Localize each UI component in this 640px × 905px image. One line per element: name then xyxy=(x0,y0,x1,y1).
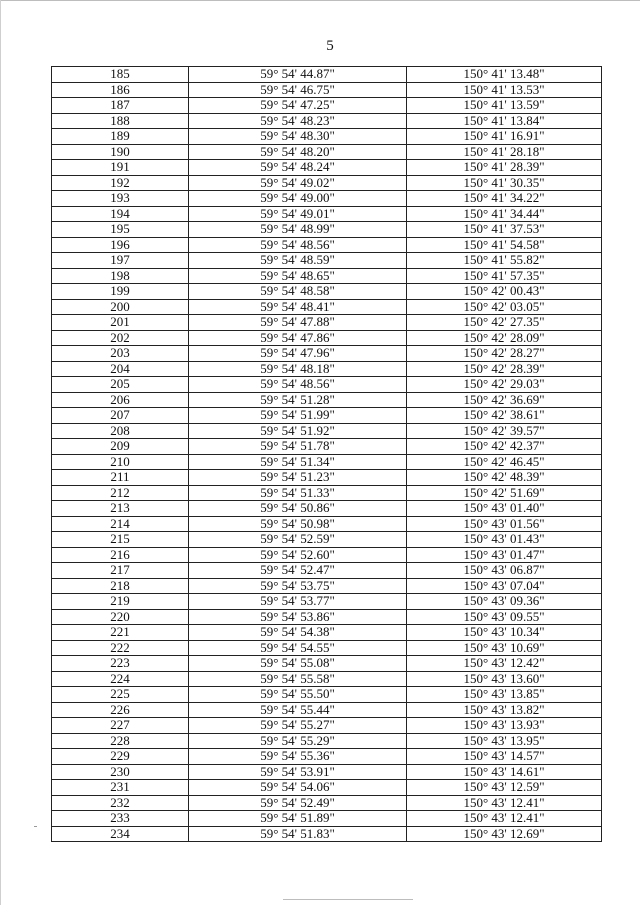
point-number-cell: 220 xyxy=(52,609,189,625)
table-row xyxy=(52,392,602,408)
table-row xyxy=(52,485,602,501)
point-number-cell: 199 xyxy=(52,284,189,300)
table-row xyxy=(52,377,602,393)
point-number-cell: 207 xyxy=(52,408,189,424)
latitude-cell: 59° 54' 54.38" xyxy=(189,625,407,641)
table-row xyxy=(52,640,602,656)
longitude-cell: 150° 42' 39.57" xyxy=(407,423,602,439)
latitude-cell: 59° 54' 44.87" xyxy=(189,67,407,83)
point-number-cell: 214 xyxy=(52,516,189,532)
longitude-cell: 150° 43' 13.93" xyxy=(407,718,602,734)
longitude-cell: 150° 41' 13.53" xyxy=(407,82,602,98)
table-row xyxy=(52,625,602,641)
table-row xyxy=(52,98,602,114)
latitude-cell: 59° 54' 52.60" xyxy=(189,547,407,563)
table-row xyxy=(52,439,602,455)
longitude-cell: 150° 43' 01.56" xyxy=(407,516,602,532)
point-number-cell: 194 xyxy=(52,206,189,222)
longitude-cell: 150° 42' 36.69" xyxy=(407,392,602,408)
longitude-cell: 150° 43' 14.61" xyxy=(407,764,602,780)
point-number-cell: 215 xyxy=(52,532,189,548)
table-row xyxy=(52,609,602,625)
latitude-cell: 59° 54' 47.88" xyxy=(189,315,407,331)
longitude-cell: 150° 43' 01.43" xyxy=(407,532,602,548)
longitude-cell: 150° 41' 13.48" xyxy=(407,67,602,83)
table-row xyxy=(52,144,602,160)
latitude-cell: 59° 54' 52.49" xyxy=(189,795,407,811)
table-row xyxy=(52,811,602,827)
point-number-cell: 231 xyxy=(52,780,189,796)
longitude-cell: 150° 42' 48.39" xyxy=(407,470,602,486)
point-number-cell: 226 xyxy=(52,702,189,718)
table-row xyxy=(52,532,602,548)
longitude-cell: 150° 43' 09.55" xyxy=(407,609,602,625)
table-row xyxy=(52,361,602,377)
point-number-cell: 188 xyxy=(52,113,189,129)
table-row xyxy=(52,206,602,222)
longitude-cell: 150° 43' 12.59" xyxy=(407,780,602,796)
latitude-cell: 59° 54' 47.86" xyxy=(189,330,407,346)
longitude-cell: 150° 43' 13.95" xyxy=(407,733,602,749)
longitude-cell: 150° 41' 54.58" xyxy=(407,237,602,253)
latitude-cell: 59° 54' 47.96" xyxy=(189,346,407,362)
latitude-cell: 59° 54' 54.55" xyxy=(189,640,407,656)
table-row xyxy=(52,687,602,703)
latitude-cell: 59° 54' 48.65" xyxy=(189,268,407,284)
latitude-cell: 59° 54' 51.78" xyxy=(189,439,407,455)
table-row xyxy=(52,563,602,579)
table-row xyxy=(52,780,602,796)
longitude-cell: 150° 43' 10.34" xyxy=(407,625,602,641)
point-number-cell: 185 xyxy=(52,67,189,83)
latitude-cell: 59° 54' 52.47" xyxy=(189,563,407,579)
point-number-cell: 202 xyxy=(52,330,189,346)
point-number-cell: 195 xyxy=(52,222,189,238)
point-number-cell: 193 xyxy=(52,191,189,207)
table-row xyxy=(52,718,602,734)
latitude-cell: 59° 54' 51.92" xyxy=(189,423,407,439)
longitude-cell: 150° 43' 06.87" xyxy=(407,563,602,579)
table-row xyxy=(52,67,602,83)
table-row xyxy=(52,284,602,300)
longitude-cell: 150° 43' 10.69" xyxy=(407,640,602,656)
longitude-cell: 150° 43' 12.41" xyxy=(407,795,602,811)
table-row xyxy=(52,253,602,269)
longitude-cell: 150° 43' 12.69" xyxy=(407,826,602,842)
longitude-cell: 150° 41' 30.35" xyxy=(407,175,602,191)
point-number-cell: 232 xyxy=(52,795,189,811)
latitude-cell: 59° 54' 49.00" xyxy=(189,191,407,207)
page-left-edge xyxy=(0,0,1,905)
table-row xyxy=(52,733,602,749)
longitude-cell: 150° 43' 12.41" xyxy=(407,811,602,827)
latitude-cell: 59° 54' 48.23" xyxy=(189,113,407,129)
point-number-cell: 228 xyxy=(52,733,189,749)
point-number-cell: 210 xyxy=(52,454,189,470)
longitude-cell: 150° 41' 28.18" xyxy=(407,144,602,160)
table-row xyxy=(52,454,602,470)
point-number-cell: 221 xyxy=(52,625,189,641)
latitude-cell: 59° 54' 48.56" xyxy=(189,377,407,393)
table-row xyxy=(52,578,602,594)
longitude-cell: 150° 42' 42.37" xyxy=(407,439,602,455)
table-row xyxy=(52,408,602,424)
latitude-cell: 59° 54' 48.58" xyxy=(189,284,407,300)
longitude-cell: 150° 42' 28.39" xyxy=(407,361,602,377)
table-row xyxy=(52,175,602,191)
table-row xyxy=(52,516,602,532)
point-number-cell: 229 xyxy=(52,749,189,765)
point-number-cell: 201 xyxy=(52,315,189,331)
point-number-cell: 191 xyxy=(52,160,189,176)
latitude-cell: 59° 54' 51.33" xyxy=(189,485,407,501)
point-number-cell: 212 xyxy=(52,485,189,501)
longitude-cell: 150° 42' 46.45" xyxy=(407,454,602,470)
point-number-cell: 216 xyxy=(52,547,189,563)
longitude-cell: 150° 42' 28.27" xyxy=(407,346,602,362)
point-number-cell: 224 xyxy=(52,671,189,687)
coordinates-table-body xyxy=(52,67,602,842)
point-number-cell: 222 xyxy=(52,640,189,656)
latitude-cell: 59° 54' 49.01" xyxy=(189,206,407,222)
point-number-cell: 187 xyxy=(52,98,189,114)
latitude-cell: 59° 54' 48.20" xyxy=(189,144,407,160)
latitude-cell: 59° 54' 48.41" xyxy=(189,299,407,315)
point-number-cell: 205 xyxy=(52,377,189,393)
table-row xyxy=(52,764,602,780)
point-number-cell: 197 xyxy=(52,253,189,269)
longitude-cell: 150° 41' 16.91" xyxy=(407,129,602,145)
table-row xyxy=(52,547,602,563)
longitude-cell: 150° 43' 01.40" xyxy=(407,501,602,517)
latitude-cell: 59° 54' 53.77" xyxy=(189,594,407,610)
table-row xyxy=(52,671,602,687)
longitude-cell: 150° 43' 13.85" xyxy=(407,687,602,703)
latitude-cell: 59° 54' 51.23" xyxy=(189,470,407,486)
point-number-cell: 190 xyxy=(52,144,189,160)
scan-mark xyxy=(34,826,37,827)
point-number-cell: 230 xyxy=(52,764,189,780)
latitude-cell: 59° 54' 55.36" xyxy=(189,749,407,765)
point-number-cell: 233 xyxy=(52,811,189,827)
page-bottom-line xyxy=(283,899,413,900)
table-row xyxy=(52,346,602,362)
longitude-cell: 150° 41' 13.84" xyxy=(407,113,602,129)
longitude-cell: 150° 43' 14.57" xyxy=(407,749,602,765)
longitude-cell: 150° 43' 12.42" xyxy=(407,656,602,672)
table-row xyxy=(52,113,602,129)
latitude-cell: 59° 54' 50.86" xyxy=(189,501,407,517)
latitude-cell: 59° 54' 50.98" xyxy=(189,516,407,532)
table-row xyxy=(52,795,602,811)
longitude-cell: 150° 43' 07.04" xyxy=(407,578,602,594)
longitude-cell: 150° 41' 34.22" xyxy=(407,191,602,207)
latitude-cell: 59° 54' 55.50" xyxy=(189,687,407,703)
point-number-cell: 196 xyxy=(52,237,189,253)
coordinates-table xyxy=(51,66,602,842)
longitude-cell: 150° 41' 34.44" xyxy=(407,206,602,222)
latitude-cell: 59° 54' 51.83" xyxy=(189,826,407,842)
table-row xyxy=(52,299,602,315)
longitude-cell: 150° 41' 55.82" xyxy=(407,253,602,269)
point-number-cell: 219 xyxy=(52,594,189,610)
point-number-cell: 204 xyxy=(52,361,189,377)
longitude-cell: 150° 42' 28.09" xyxy=(407,330,602,346)
table-row xyxy=(52,191,602,207)
table-row xyxy=(52,749,602,765)
table-row xyxy=(52,826,602,842)
latitude-cell: 59° 54' 51.28" xyxy=(189,392,407,408)
longitude-cell: 150° 42' 51.69" xyxy=(407,485,602,501)
latitude-cell: 59° 54' 54.06" xyxy=(189,780,407,796)
latitude-cell: 59° 54' 48.30" xyxy=(189,129,407,145)
longitude-cell: 150° 43' 09.36" xyxy=(407,594,602,610)
point-number-cell: 227 xyxy=(52,718,189,734)
latitude-cell: 59° 54' 48.18" xyxy=(189,361,407,377)
point-number-cell: 198 xyxy=(52,268,189,284)
table-row xyxy=(52,268,602,284)
table-row xyxy=(52,330,602,346)
point-number-cell: 223 xyxy=(52,656,189,672)
longitude-cell: 150° 41' 13.59" xyxy=(407,98,602,114)
point-number-cell: 211 xyxy=(52,470,189,486)
latitude-cell: 59° 54' 48.56" xyxy=(189,237,407,253)
latitude-cell: 59° 54' 55.58" xyxy=(189,671,407,687)
longitude-cell: 150° 42' 00.43" xyxy=(407,284,602,300)
table-row xyxy=(52,237,602,253)
longitude-cell: 150° 42' 38.61" xyxy=(407,408,602,424)
latitude-cell: 59° 54' 55.29" xyxy=(189,733,407,749)
point-number-cell: 203 xyxy=(52,346,189,362)
point-number-cell: 192 xyxy=(52,175,189,191)
page-top-edge xyxy=(0,0,640,1)
point-number-cell: 186 xyxy=(52,82,189,98)
latitude-cell: 59° 54' 48.24" xyxy=(189,160,407,176)
point-number-cell: 189 xyxy=(52,129,189,145)
table-row xyxy=(52,315,602,331)
table-row xyxy=(52,423,602,439)
longitude-cell: 150° 43' 01.47" xyxy=(407,547,602,563)
latitude-cell: 59° 54' 51.34" xyxy=(189,454,407,470)
table-row xyxy=(52,501,602,517)
point-number-cell: 225 xyxy=(52,687,189,703)
longitude-cell: 150° 42' 03.05" xyxy=(407,299,602,315)
latitude-cell: 59° 54' 52.59" xyxy=(189,532,407,548)
latitude-cell: 59° 54' 51.89" xyxy=(189,811,407,827)
longitude-cell: 150° 43' 13.60" xyxy=(407,671,602,687)
table-row xyxy=(52,82,602,98)
latitude-cell: 59° 54' 47.25" xyxy=(189,98,407,114)
longitude-cell: 150° 42' 27.35" xyxy=(407,315,602,331)
point-number-cell: 218 xyxy=(52,578,189,594)
longitude-cell: 150° 41' 28.39" xyxy=(407,160,602,176)
table-row xyxy=(52,656,602,672)
point-number-cell: 200 xyxy=(52,299,189,315)
table-row xyxy=(52,129,602,145)
table-row xyxy=(52,470,602,486)
table-row xyxy=(52,222,602,238)
longitude-cell: 150° 42' 29.03" xyxy=(407,377,602,393)
latitude-cell: 59° 54' 55.27" xyxy=(189,718,407,734)
latitude-cell: 59° 54' 53.75" xyxy=(189,578,407,594)
point-number-cell: 234 xyxy=(52,826,189,842)
point-number-cell: 209 xyxy=(52,439,189,455)
page-number: 5 xyxy=(326,38,334,54)
latitude-cell: 59° 54' 55.08" xyxy=(189,656,407,672)
latitude-cell: 59° 54' 55.44" xyxy=(189,702,407,718)
table-row xyxy=(52,160,602,176)
latitude-cell: 59° 54' 51.99" xyxy=(189,408,407,424)
table-row xyxy=(52,594,602,610)
longitude-cell: 150° 41' 37.53" xyxy=(407,222,602,238)
point-number-cell: 213 xyxy=(52,501,189,517)
longitude-cell: 150° 41' 57.35" xyxy=(407,268,602,284)
point-number-cell: 208 xyxy=(52,423,189,439)
latitude-cell: 59° 54' 53.86" xyxy=(189,609,407,625)
point-number-cell: 217 xyxy=(52,563,189,579)
longitude-cell: 150° 43' 13.82" xyxy=(407,702,602,718)
latitude-cell: 59° 54' 48.59" xyxy=(189,253,407,269)
latitude-cell: 59° 54' 49.02" xyxy=(189,175,407,191)
table-row xyxy=(52,702,602,718)
point-number-cell: 206 xyxy=(52,392,189,408)
latitude-cell: 59° 54' 46.75" xyxy=(189,82,407,98)
latitude-cell: 59° 54' 53.91" xyxy=(189,764,407,780)
latitude-cell: 59° 54' 48.99" xyxy=(189,222,407,238)
